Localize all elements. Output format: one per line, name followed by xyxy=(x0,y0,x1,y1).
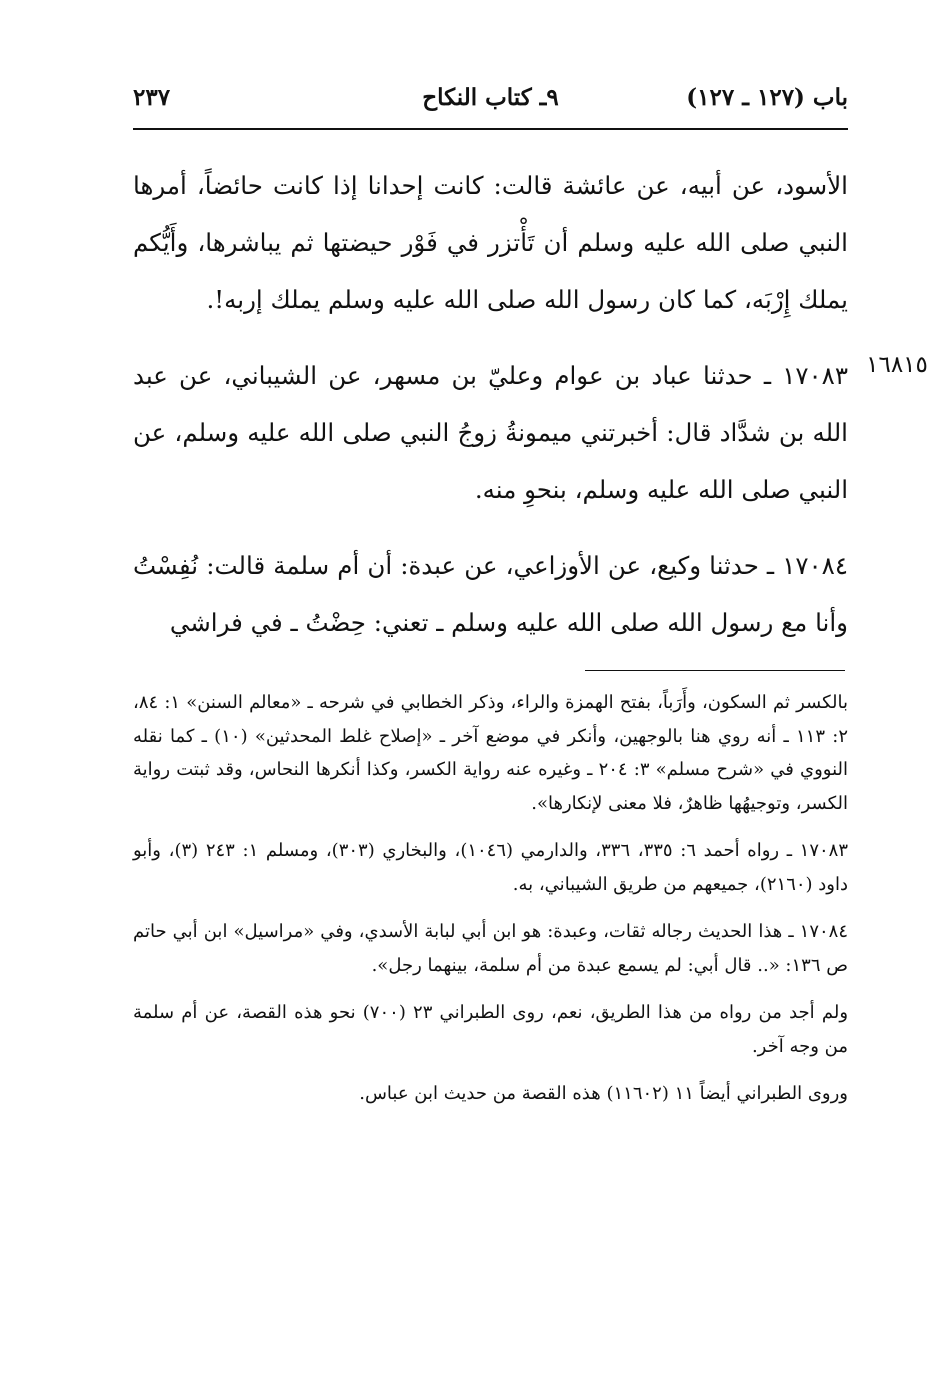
footnote-continuation: بالكسر ثم السكون، وأَرَباً، بفتح الهمزة والراء، وذكر الخطابي في شرحه ـ «معالم السنن» ١: ٨٤، ٢: ١١٣ ـ أنه روي هنا بالوجهين، وأنكر في موضع آخر ـ «إصلاح غلط المحدثين» (١٠) ـ كما نقله النووي في «شرح مسلم» ٣: ٢٠٤ ـ وغيره عنه رواية الكسر، وكذا أنكرها النحاس، وقد ثبتت رواية الكسر، وتوجيهُها ظاهرٌ، فلا معنى لإنكارها». xyxy=(133,692,848,814)
footnote-17083: ١٧٠٨٣ ـ رواه أحمد ٦: ٣٣٥، ٣٣٦، والدارمي (١٠٤٦)، والبخاري (٣٠٣)، ومسلم ١: ٢٤٣ (٣)، وأبو داود (٢١٦٠)، جميعهم من طريق الشيباني، به. xyxy=(133,840,848,895)
hadith-17084: ١٧٠٨٤ ـ حدثنا وكيع، عن الأوزاعي، عن عبدة: أن أم سلمة قالت: نُفِسْتُ وأنا مع رسول الله صلى الله عليه وسلم ـ تعني: حِضْتُ ـ في فراشي xyxy=(133,551,848,637)
chapter-title: باب (١٢٧ ـ ١٢٧) xyxy=(686,84,848,111)
footnotes xyxy=(133,686,848,1111)
footnote-rule xyxy=(585,670,845,671)
margin-cross-reference: ١٦٨١٥ xyxy=(866,352,928,378)
footnote-17084: ١٧٠٨٤ ـ هذا الحديث رجاله ثقات، وعبدة: هو ابن أبي لبابة الأسدي، وفي «مراسيل» ابن أبي حاتم ص ١٣٦: «.. قال أبي: لم يسمع عبدة من أم سلمة، بينهما رجل». xyxy=(133,921,848,976)
main-text xyxy=(133,157,848,651)
page-number: ٢٣٧ xyxy=(133,84,171,111)
header-rule xyxy=(133,128,848,130)
footnote-17084-end: وروى الطبراني أيضاً ١١ (١١٦٠٢) هذه القصة من حديث ابن عباس. xyxy=(359,1083,848,1104)
footnote-17084-cont: ولم أجد من رواه من هذا الطريق، نعم، روى الطبراني ٢٣ (٧٠٠) نحو هذه القصة، عن أم سلمة من وجه آخر. xyxy=(133,1002,849,1057)
book-title: ٩ـ كتاب النكاح xyxy=(422,84,559,111)
running-header xyxy=(133,84,848,128)
paragraph-continuation: الأسود، عن أبيه، عن عائشة قالت: كانت إحدانا إذا كانت حائضاً، أمرها النبي صلى الله عليه وسلم أن تَأْتزر في فَوْر حيضتها ثم يباشرها، وأَيُّكم يملك إِرْبَه، كما كان رسول الله صلى الله عليه وسلم يملك إربه!. xyxy=(133,171,848,314)
hadith-17083: ١٧٠٨٣ ـ حدثنا عباد بن عوام وعليّ بن مسهر، عن الشيباني، عن عبد الله بن شدَّاد قال: أخبرتني ميمونةُ زوجُ النبي صلى الله عليه وسلم، عن النبي صلى الله عليه وسلم، بنحوِ منه. xyxy=(133,361,848,504)
